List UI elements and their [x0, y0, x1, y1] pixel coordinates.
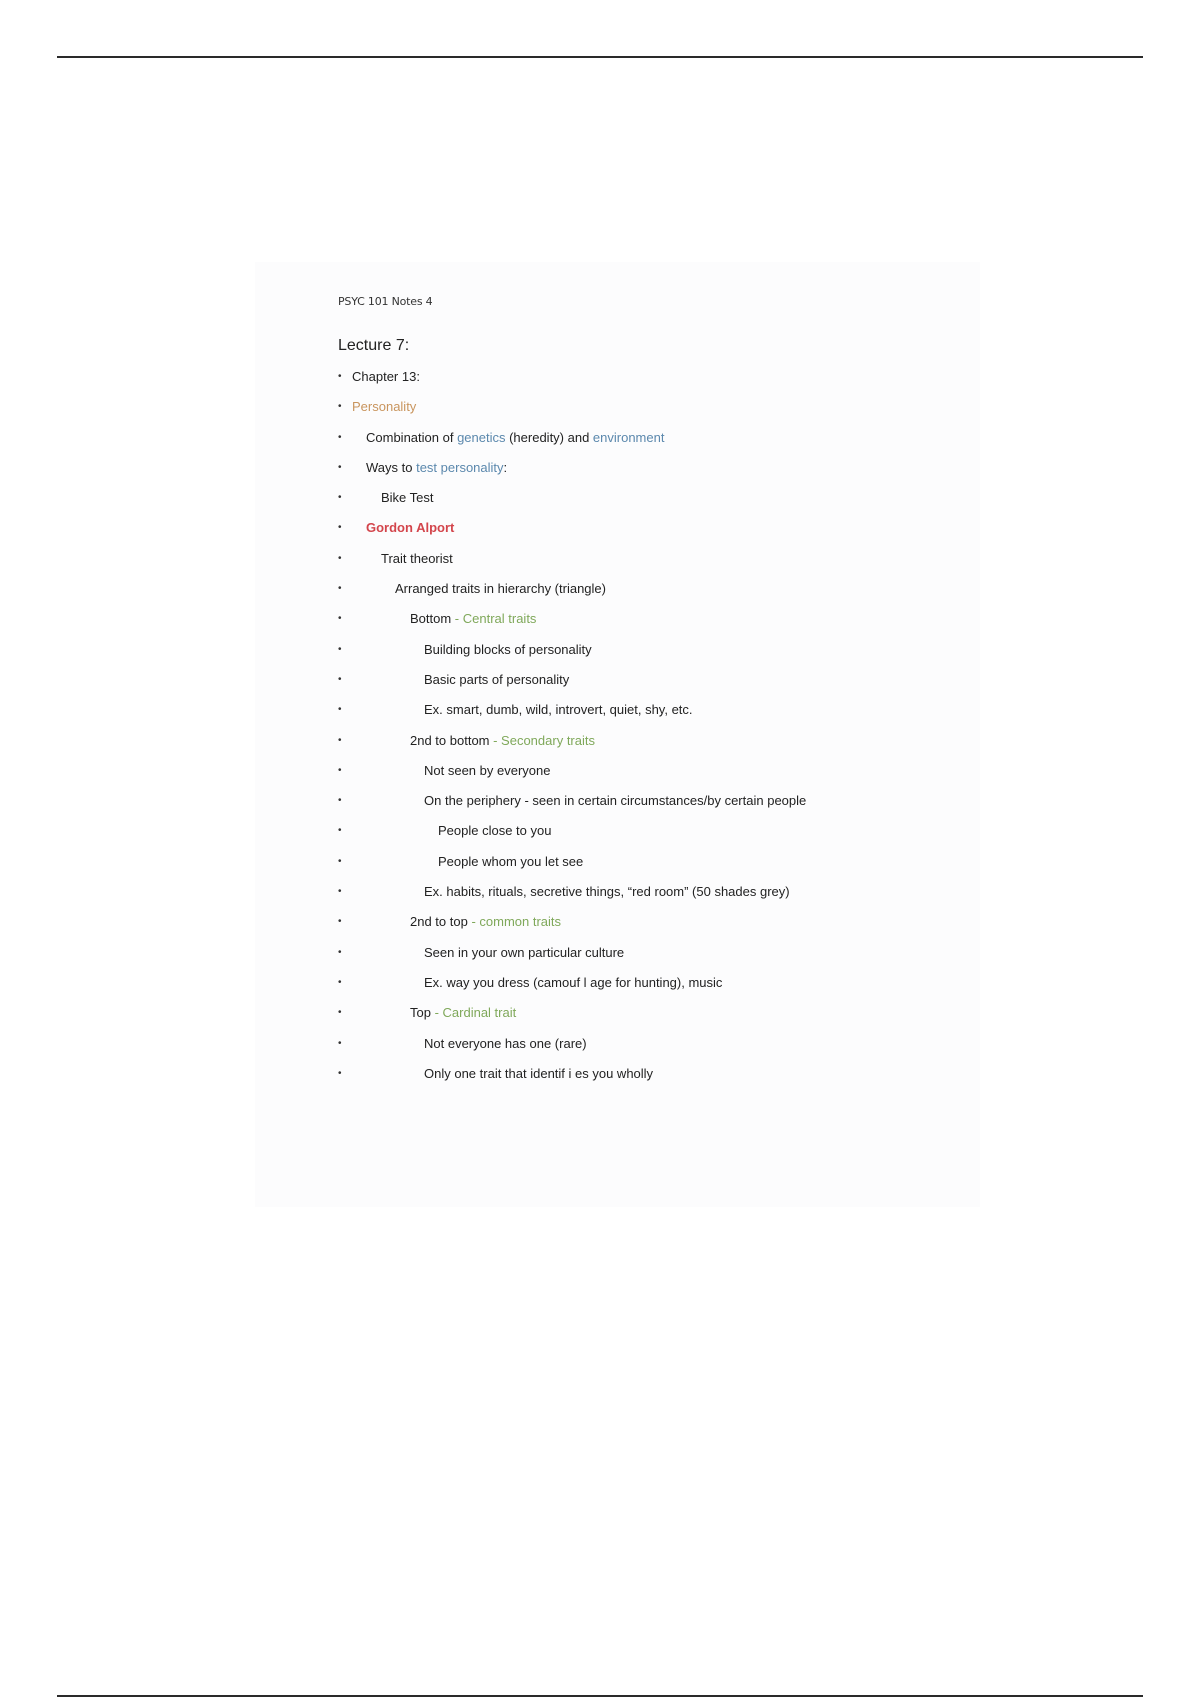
list-item — [338, 854, 958, 884]
document-content — [338, 295, 958, 1096]
text-segment: Trait theorist — [381, 550, 453, 566]
list-item — [338, 793, 958, 823]
list-item — [338, 1036, 958, 1066]
text-segment: test personality — [416, 459, 504, 475]
text-segment: : — [503, 459, 508, 475]
text-segment: Chapter 13: — [352, 369, 420, 384]
text-segment: - common traits — [467, 914, 562, 930]
list-item — [338, 914, 958, 944]
list-item — [338, 369, 958, 399]
bullet-icon: • — [338, 431, 342, 443]
text-segment: Top — [410, 1005, 431, 1021]
list-item — [338, 430, 958, 460]
list-item — [338, 672, 958, 702]
list-item-text — [366, 520, 454, 536]
list-item — [338, 642, 958, 672]
bullet-icon: • — [338, 976, 342, 988]
bullet-icon: • — [338, 492, 342, 504]
text-segment: 2nd to top — [410, 914, 468, 930]
bullet-icon: • — [338, 673, 342, 685]
text-segment: Ex. habits, rituals, secretive things, “red room” (50 shades grey) — [424, 884, 790, 900]
text-segment: Gordon Alport — [366, 520, 455, 536]
text-segment: genetics — [457, 429, 506, 445]
text-segment: Basic parts of personality — [424, 671, 570, 687]
text-segment: People close to you — [438, 823, 552, 839]
text-segment: Combination of — [366, 429, 458, 445]
bullet-icon: • — [338, 764, 342, 776]
list-item-text — [424, 793, 806, 809]
list-item — [338, 490, 958, 520]
list-item-text — [424, 884, 790, 900]
list-item-text — [410, 733, 595, 749]
list-item-text — [395, 581, 606, 597]
lecture-title: Lecture 7: — [338, 337, 410, 354]
bullet-icon: • — [338, 1067, 342, 1079]
list-item — [338, 399, 958, 429]
bullet-icon: • — [338, 855, 342, 867]
text-segment: environment — [592, 429, 665, 445]
list-item-text — [381, 551, 453, 567]
bullet-icon: • — [338, 401, 342, 413]
bullet-icon: • — [338, 795, 342, 807]
list-item-text — [410, 1005, 516, 1021]
list-item — [338, 823, 958, 853]
text-segment: Ex. smart, dumb, wild, introvert, quiet, shy, etc. — [424, 702, 693, 718]
list-item-text — [424, 672, 569, 688]
list-item-text — [410, 611, 536, 627]
bullet-icon: • — [338, 613, 342, 625]
bullet-icon: • — [338, 643, 342, 655]
list-item — [338, 975, 958, 1005]
text-segment: Arranged traits in hierarchy (triangle) — [395, 581, 606, 597]
list-item — [338, 611, 958, 641]
text-segment: - Central traits — [451, 611, 537, 627]
bullet-icon: • — [338, 1037, 342, 1049]
list-item — [338, 702, 958, 732]
text-segment: 2nd to bottom — [410, 732, 490, 748]
list-item-text — [424, 702, 693, 718]
list-item-text — [424, 763, 550, 779]
text-segment: Personality — [352, 399, 417, 415]
text-segment: Only one trait that identif i es you wholly — [424, 1065, 654, 1081]
text-segment: Ways to — [366, 459, 417, 475]
bullet-icon: • — [338, 704, 342, 716]
bullet-icon: • — [338, 825, 342, 837]
list-item — [338, 551, 958, 581]
text-segment: (heredity) and — [505, 429, 593, 445]
bullet-icon: • — [338, 583, 342, 595]
text-segment: Not everyone has one (rare) — [424, 1035, 587, 1051]
list-item-text — [381, 490, 434, 506]
text-segment: - Secondary traits — [489, 732, 595, 748]
bullet-icon: • — [338, 1007, 342, 1019]
list-item-text — [352, 399, 416, 415]
list-item-text — [424, 975, 722, 991]
list-item-text — [424, 642, 592, 658]
bullet-icon: • — [338, 461, 342, 473]
list-item-text — [352, 369, 420, 385]
list-item-text — [424, 945, 624, 961]
list-item-text — [366, 460, 507, 476]
document-header: PSYC 101 Notes 4 — [338, 295, 433, 308]
bullet-icon: • — [338, 734, 342, 746]
text-segment: Building blocks of personality — [424, 641, 592, 657]
list-item — [338, 460, 958, 490]
list-item-text — [438, 823, 551, 839]
text-segment: Bottom — [410, 611, 452, 627]
bullet-icon: • — [338, 522, 342, 534]
list-item — [338, 1005, 958, 1035]
list-item-text — [438, 854, 583, 870]
top-divider-line — [57, 56, 1143, 58]
list-item — [338, 884, 958, 914]
list-item — [338, 581, 958, 611]
list-item-text — [424, 1036, 587, 1052]
text-segment: Ex. way you dress (camouf l age for hunting), music — [424, 974, 723, 990]
list-item-text — [366, 430, 664, 446]
bullet-icon: • — [338, 946, 342, 958]
notes-bullet-list — [338, 369, 958, 1096]
text-segment: On the periphery - seen in certain circumstances/by certain people — [424, 793, 807, 809]
list-item — [338, 763, 958, 793]
bottom-divider-line — [57, 1695, 1143, 1697]
bullet-icon: • — [338, 916, 342, 928]
list-item — [338, 520, 958, 550]
text-segment: Not seen by everyone — [424, 762, 551, 778]
text-segment: - Cardinal trait — [430, 1005, 517, 1021]
list-item — [338, 733, 958, 763]
text-segment: Seen in your own particular culture — [424, 944, 625, 960]
bullet-icon: • — [338, 371, 342, 382]
text-segment: People whom you let see — [438, 853, 584, 869]
list-item — [338, 945, 958, 975]
list-item-text — [410, 914, 561, 930]
text-segment: Bike Test — [381, 490, 434, 506]
list-item — [338, 1066, 958, 1096]
list-item-text — [424, 1066, 653, 1082]
bullet-icon: • — [338, 552, 342, 564]
bullet-icon: • — [338, 886, 342, 898]
